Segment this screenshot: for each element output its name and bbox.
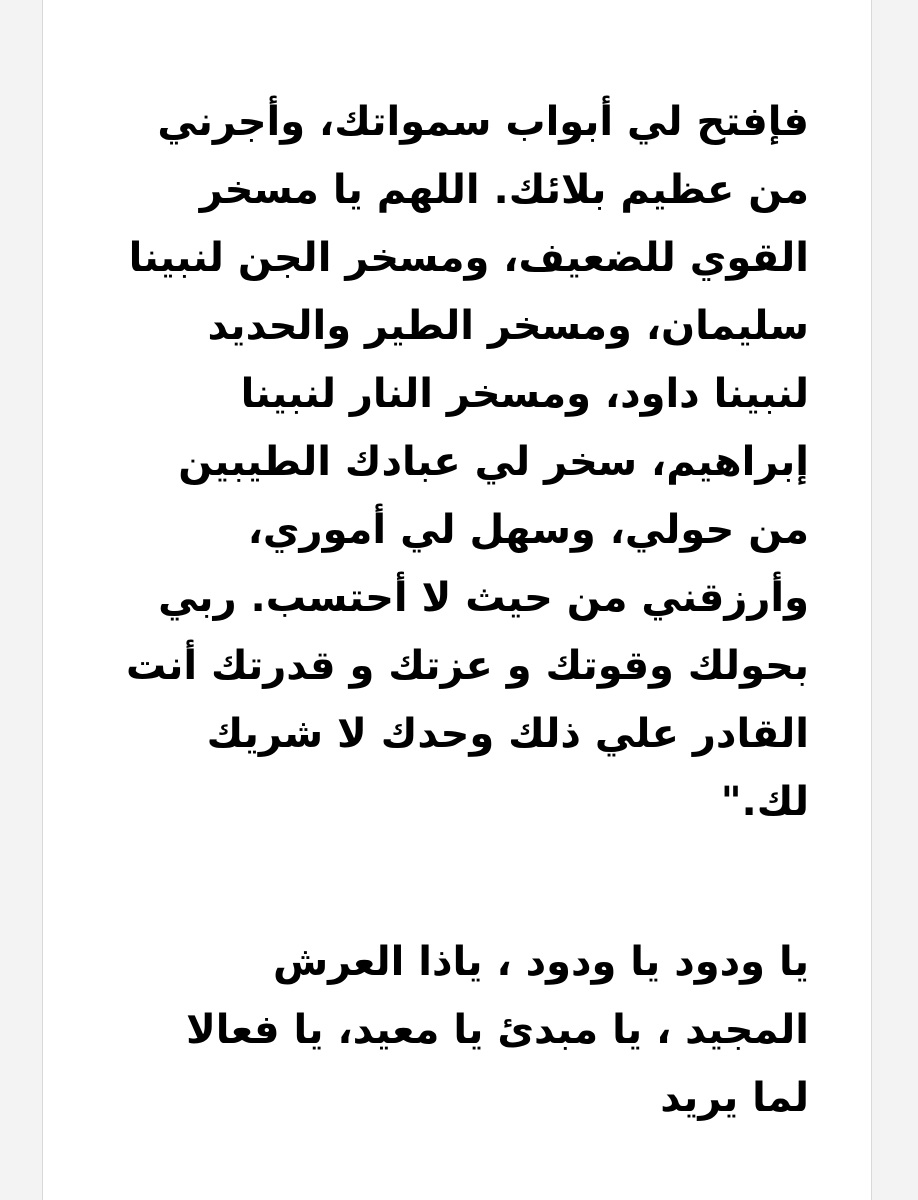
names-paragraph [169,928,809,1132]
text-line: لنبينا داود، ومسخر النار لنبينا [240,371,809,417]
text-line: فإفتح لي أبواب سمواتك، وأجرني [157,99,809,145]
text-line: بحولك وقوتك و عزتك و قدرتك أنت [125,643,809,689]
document-page [42,0,872,1200]
text-line: لك." [720,779,809,825]
text-line: القوي للضعيف، ومسخر الجن لنبينا [128,235,809,281]
text-line: من حولي، وسهل لي أموري، [247,507,809,553]
text-line: القادر علي ذلك وحدك لا شريك [206,711,809,757]
text-line: المجيد ، يا مبدئ يا معيد، يا فعالا [185,1007,809,1053]
prayer-paragraph [125,88,809,836]
text-line: من عظيم بلائك. اللهم يا مسخر [199,167,809,213]
text-line: يا ودود يا ودود ، ياذا العرش [272,939,809,985]
text-line: إبراهيم، سخر لي عبادك الطيبين [178,439,809,485]
text-line: سليمان، ومسخر الطير والحديد [207,303,809,349]
text-line: لما يريد [660,1075,809,1121]
text-line: وأرزقني من حيث لا أحتسب. ربي [158,575,809,621]
